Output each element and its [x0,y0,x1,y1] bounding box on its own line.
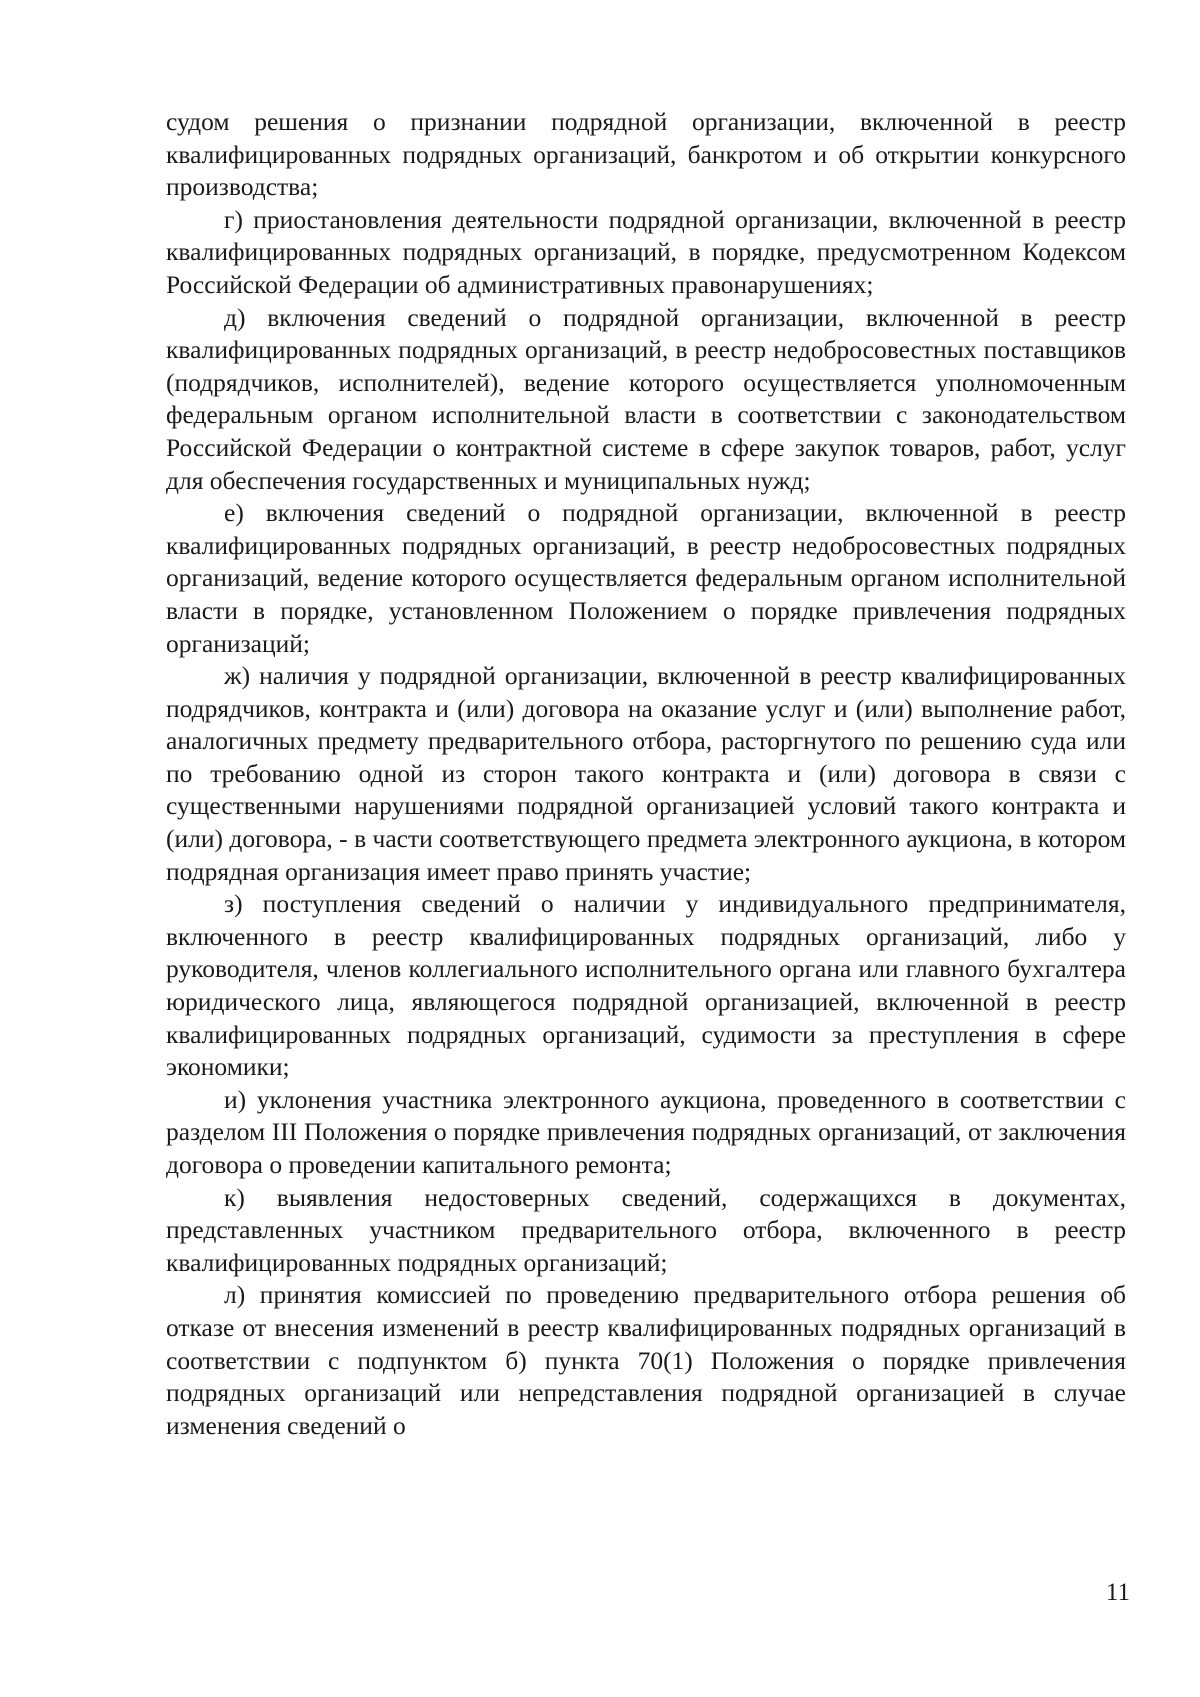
paragraph-item-z: з) поступления сведений о наличии у индивидуального предпринимателя, включенного в реестр квалифицированных подрядных организаций, либо у руководителя, членов коллегиального исполнительного органа или главного бухгалтера юридического лица, являющегося подрядной организацией, включенной в реестр квалифицированных подрядных организаций, судимости за преступления в сфере экономики; [166,889,1126,1082]
paragraph-item-e: е) включения сведений о подрядной организации, включенной в реестр квалифицированных подрядных организаций, в реестр недобросовестных подрядных организаций, ведение которого осуществляется федеральным органом исполнительной власти в порядке, установленном Положением о порядке привлечения подрядных организаций; [166,498,1126,658]
paragraph-item-k: к) выявления недостоверных сведений, содержащихся в документах, представленных участником предварительного отбора, включенного в реестр квалифицированных подрядных организаций; [166,1182,1126,1277]
paragraph-item-g: г) приостановления деятельности подрядной организации, включенной в реестр квалифицированных подрядных организаций, в порядке, предусмотренном Кодексом Российской Федерации об административных правонарушениях; [166,204,1126,299]
document-body [166,106,1126,1442]
paragraph-item-l: л) принятия комиссией по проведению предварительного отбора решения об отказе от внесения изменений в реестр квалифицированных подрядных организаций в соответствии с подпунктом б) пункта 70(1) Положения о порядке привлечения подрядных организаций или непредставления подрядной организацией в случае изменения сведений о [166,1280,1126,1440]
page-number: 11 [1105,1579,1130,1606]
paragraph-item-d: д) включения сведений о подрядной организации, включенной в реестр квалифицированных подрядных организаций, в реестр недобросовестных поставщиков (подрядчиков, исполнителей), ведение которого осуществляется уполномоченным федеральным органом исполнительной власти в соответствии с законодательством Российской Федерации о контрактной системе в сфере закупок товаров, работ, услуг для обеспечения государственных и муниципальных нужд; [166,302,1126,495]
paragraph-continuation: судом решения о признании подрядной организации, включенной в реестр квалифицированных подрядных организаций, банкротом и об открытии конкурсного производства; [166,107,1126,202]
paragraph-item-i: и) уклонения участника электронного аукциона, проведенного в соответствии с разделом III Положения о порядке привлечения подрядных организаций, от заключения договора о проведении капитального ремонта; [166,1084,1126,1179]
paragraph-item-zh: ж) наличия у подрядной организации, включенной в реестр квалифицированных подрядчиков, контракта и (или) договора на оказание услуг и (или) выполнение работ, аналогичных предмету предварительного отбора, расторгнутого по решению суда или по требованию одной из сторон такого контракта и (или) договора в связи с существенными нарушениями подрядной организацией условий такого контракта и (или) договора, - в части соответствующего предмета электронного аукциона, в котором подрядная организация имеет право принять участие; [166,661,1126,886]
